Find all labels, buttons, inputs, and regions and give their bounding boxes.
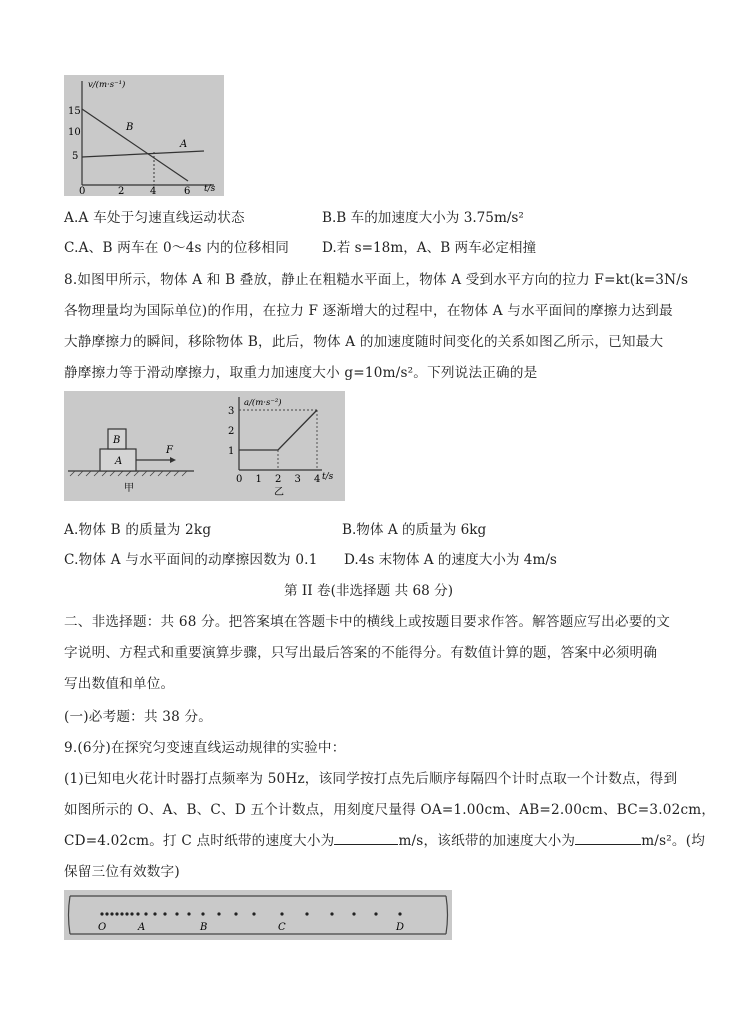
line-A — [82, 151, 204, 157]
block-B-label: B — [113, 435, 121, 446]
part2-intro-1: 二、非选择题：共 68 分。把答案填在答题卡中的横线上或按题目要求作答。解答题应写出必要的文 — [64, 614, 671, 630]
q9-line-2: 如图所示的 O、A、B、C、D 五个计数点，用刻度尺量得 OA=1.00cm、AB=2.00cm、BC=3.02cm， — [64, 802, 716, 818]
answer-blank-velocity[interactable] — [334, 832, 398, 845]
vt-graph-figure — [64, 75, 224, 196]
tape-label-C: C — [278, 922, 286, 933]
tape-right-edge — [446, 896, 448, 934]
ytick-15: 15 — [68, 106, 81, 117]
tape-label-D: D — [396, 922, 405, 933]
force-arrowhead — [170, 457, 176, 463]
xtick-6: 6 — [184, 186, 191, 196]
q8-line-3: 大静摩擦力的瞬间，移除物体 B，此后，物体 A 的加速度随时间变化的关系如图乙所示，已知最大 — [64, 334, 664, 350]
at-ytick-2: 2 — [228, 426, 235, 437]
tape-figure — [64, 890, 452, 940]
q9-line-3-part-c: m/s²。(均 — [641, 833, 706, 849]
tape-dots — [100, 912, 401, 915]
x-axis-label: t/s — [204, 184, 216, 194]
force-label: F — [166, 445, 173, 456]
line-B — [82, 109, 188, 181]
at-xtick-3: 3 — [294, 474, 301, 485]
answer-blank-acceleration[interactable] — [575, 832, 641, 845]
q7-option-a: A.A 车处于匀速直线运动状态 — [64, 210, 245, 226]
q8-option-d: D.4s 末物体 A 的速度大小为 4m/s — [344, 552, 557, 568]
at-xtick-2: 2 — [275, 474, 282, 485]
at-y-label: a/(m·s⁻²) — [244, 398, 282, 408]
label-A: A — [180, 139, 188, 150]
at-ytick-1: 1 — [228, 446, 235, 457]
q9-line-3 — [64, 829, 705, 849]
part2-heading: 第 II 卷(非选择题 共 68 分) — [284, 583, 453, 599]
xtick-4: 4 — [150, 186, 157, 196]
ytick-5: 5 — [72, 151, 79, 162]
y-axis-label: v/(m·s⁻¹) — [88, 80, 126, 90]
required-section-title: (一)必考题：共 38 分。 — [64, 709, 213, 725]
q9-line-1: (1)已知电火花计时器打点频率为 50Hz，该同学按打点先后顺序每隔四个计时点取一个计数点，得到 — [64, 771, 678, 787]
ytick-10: 10 — [68, 127, 81, 138]
part2-intro-2: 字说明、方程式和重要演算步骤，只写出最后答案的不能得分。有数值计算的题，答案中必须明确 — [64, 645, 658, 661]
q8-option-b: B.物体 A 的质量为 6kg — [342, 522, 487, 538]
caption-yi: 乙 — [274, 487, 284, 498]
at-graph — [228, 397, 334, 498]
xtick-2: 2 — [118, 186, 125, 196]
label-B: B — [126, 122, 134, 133]
at-series-line — [239, 410, 317, 450]
part2-intro-3: 写出数值和单位。 — [64, 676, 175, 692]
q9-line-4: 保留三位有效数字) — [64, 864, 180, 880]
at-xtick-4: 4 — [314, 474, 321, 485]
caption-jia: 甲 — [124, 483, 134, 494]
tape-label-O: O — [98, 922, 107, 933]
q9-line-3-part-b: m/s，该纸带的加速度大小为 — [398, 833, 576, 849]
q8-line-1: 8.如图甲所示，物体 A 和 B 叠放，静止在粗糙水平面上，物体 A 受到水平方向的拉力 F=kt(k=3N/s — [64, 272, 689, 288]
q9-title: 9.(6分)在探究匀变速直线运动规律的实验中： — [64, 740, 346, 756]
at-ytick-3: 3 — [228, 406, 235, 417]
tape-label-B: B — [200, 922, 208, 933]
q8-line-4: 静摩擦力等于滑动摩擦力，取重力加速度大小 g=10m/s²。下列说法正确的是 — [64, 365, 538, 381]
at-xtick-1: 1 — [255, 474, 262, 485]
at-x-label: t/s — [322, 472, 334, 482]
q8-option-a: A.物体 B 的质量为 2kg — [64, 522, 212, 538]
q8-option-c: C.物体 A 与水平面间的动摩擦因数为 0.1 — [64, 552, 318, 568]
vt-graph-svg — [64, 75, 224, 196]
q7-option-b: B.B 车的加速度大小为 3.75m/s² — [322, 210, 524, 226]
tape-left-edge — [69, 896, 71, 934]
q9-line-3-part-a: CD=4.02cm。打 C 点时纸带的速度大小为 — [64, 833, 335, 849]
tape-label-A: A — [138, 922, 146, 933]
q8-figure — [64, 391, 345, 501]
q8-figure-svg — [64, 391, 345, 501]
q7-option-c: C.A、B 两车在 0～4s 内的位移相同 — [64, 240, 290, 256]
q7-option-d: D.若 s=18m，A、B 两车必定相撞 — [322, 240, 537, 256]
xtick-0: 0 — [79, 186, 86, 196]
q8-line-2: 各物理量均为国际单位)的作用，在拉力 F 逐渐增大的过程中，在物体 A 与水平面间的摩擦力达到最 — [64, 303, 673, 319]
at-xtick-0: 0 — [236, 474, 243, 485]
tape-svg — [64, 890, 452, 940]
ground-hatching — [70, 471, 187, 476]
block-A-label: A — [115, 456, 123, 467]
